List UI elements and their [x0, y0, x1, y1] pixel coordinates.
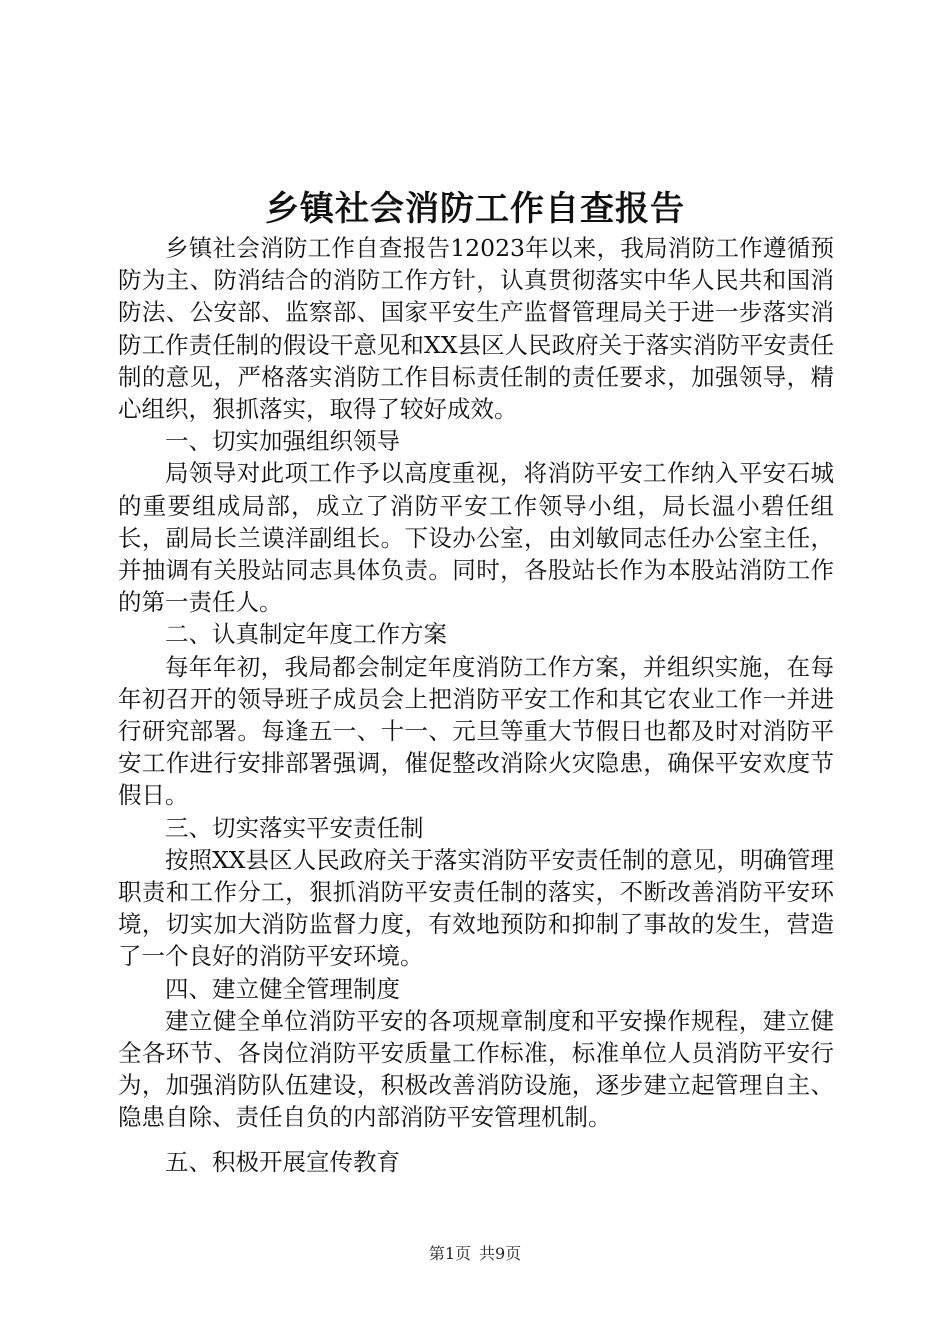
paragraph-section-3: 按照XX县区人民政府关于落实消防平安责任制的意见，明确管理职责和工作分工，狠抓消防平安责任制的落实，不断改善消防平安环境，切实加大消防监督力度，有效地预防和抑制了事故的发生，营造了一个良好的消防平安环境。 [118, 845, 834, 971]
page-total: 共9页 [479, 1244, 522, 1263]
paragraph-section-2: 每年年初，我局都会制定年度消防工作方案，并组织实施，在每年初召开的领导班子成员会上把消防平安工作和其它农业工作一并进行研究部署。每逢五一、十一、元旦等重大节假日也都及时对消防平安工作进行安排部署强调，催促整改消除火灾隐患，确保平安欢度节假日。 [118, 652, 834, 810]
section-heading-4: 四、建立健全管理制度 [165, 974, 400, 1003]
section-heading-5: 五、积极开展宣传教育 [165, 1147, 400, 1176]
section-heading-2: 二、认真制定年度工作方案 [165, 620, 447, 649]
paragraph-section-1: 局领导对此项工作予以高度重视，将消防平安工作纳入平安石城的重要组成局部，成立了消防平安工作领导小组，局长温小碧任组长，副局长兰谟洋副组长。下设办公室，由刘敏同志任办公室主任，并抽调有关股站同志具体负责。同时，各股站长作为本股站消防工作的第一责任人。 [118, 459, 834, 617]
page-footer [0, 1243, 950, 1265]
page-number: 第1页 [428, 1244, 471, 1263]
paragraph-intro: 乡镇社会消防工作自查报告12023年以来，我局消防工作遵循预防为主、防消结合的消防工作方针，认真贯彻落实中华人民共和国消防法、公安部、监察部、国家平安生产监督管理局关于进一步落实消防工作责任制的假设干意见和XX县区人民政府关于落实消防平安责任制的意见，严格落实消防工作目标责任制的责任要求，加强领导，精心组织，狠抓落实，取得了较好成效。 [118, 234, 834, 424]
document-body [118, 232, 834, 1178]
section-heading-3: 三、切实落实平安责任制 [165, 813, 424, 842]
paragraph-section-4: 建立健全单位消防平安的各项规章制度和平安操作规程，建立健全各环节、各岗位消防平安质量工作标准，标准单位人员消防平安行为，加强消防队伍建设，积极改善消防设施，逐步建立起管理自主、隐患自除、责任自负的内部消防平安管理机制。 [118, 1006, 834, 1132]
document-title: 乡镇社会消防工作自查报告 [265, 189, 685, 229]
section-heading-1: 一、切实加强组织领导 [165, 427, 400, 456]
